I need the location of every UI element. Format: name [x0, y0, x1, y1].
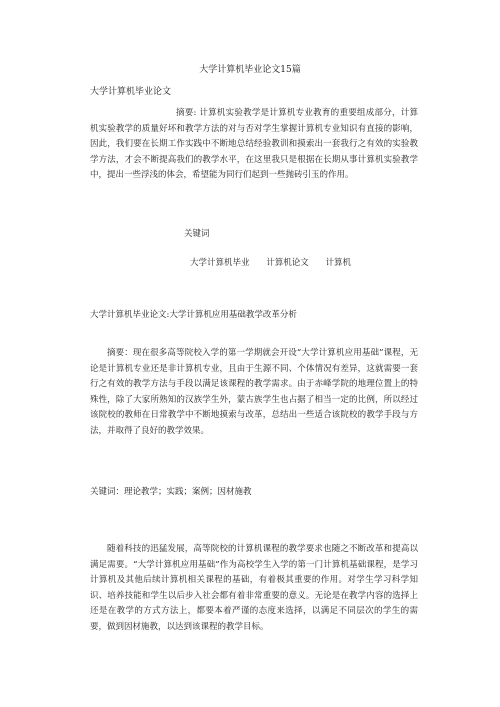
- keyword-item: 计算机: [325, 258, 351, 268]
- section-keywords: 关键词：理论教学；实践；案例；因材施教: [90, 487, 252, 497]
- document-title: 大学计算机毕业论文15篇: [199, 65, 301, 75]
- abstract-paragraph: 摘要: 计算机实验教学是计算机专业教育的重要组成部分，计算机实验教学的质量好坏和教学方法的对与否对学生掌握计算机专业知识有直接的影响，因此，我们要在长期工作实践中不断地总结经验教训和摸索出一套我行之有效的实验教学方法，才会不断提高我们的教学水平，在这里我只是根据在长期从事计算机实验教学中，提出一些浮浅的体会，希望能为同行们起到一些抛砖引玉的作用。: [90, 108, 418, 181]
- keywords-label: 关键词: [184, 229, 210, 239]
- keyword-item: 大学计算机毕业: [190, 258, 250, 268]
- keyword-item: 计算机论文: [266, 258, 309, 268]
- keywords-list: [190, 256, 365, 268]
- section-abstract-paragraph: 摘要：现在很多高等院校入学的第一学期就会开设“大学计算机应用基础”课程，无论是计算机专业还是非计算机专业，且由于生源不同、个体情况有差异，这就需要一套行之有效的教学方法与手段以满足该课程的教学需求。由于赤峰学院的地理位置上的特殊性，除了大家所熟知的汉族学生外，蒙古族学生也占据了相当一定的比例，所以经过该院校的教师在日常教学中不断地摸索与改革，总结出一些适合该院校的教学手段与方法，并取得了良好的教学效果。: [90, 348, 418, 436]
- document-subtitle: 大学计算机毕业论文: [90, 87, 172, 97]
- section-title: 大学计算机毕业论文:大学计算机应用基础教学改革分析: [90, 310, 297, 320]
- body-paragraph: 随着科技的迅猛发展，高等院校的计算机课程的教学要求也随之不断改革和提高以满足需要。“大学计算机应用基础”作为高校学生入学的第一门计算机基础课程，是学习计算机及其他后续计算机相关课程的基础，有着极其重要的作用。对学生学习科学知识、培养技能和学生以后步入社会都有着非常重要的意义。无论是在教学内容的选择上还是在教学的方式方法上，都要本着严谨的态度来选择，以满足不同层次的学生的需要，做到因材施教，以达到该课程的教学目标。: [90, 544, 418, 632]
